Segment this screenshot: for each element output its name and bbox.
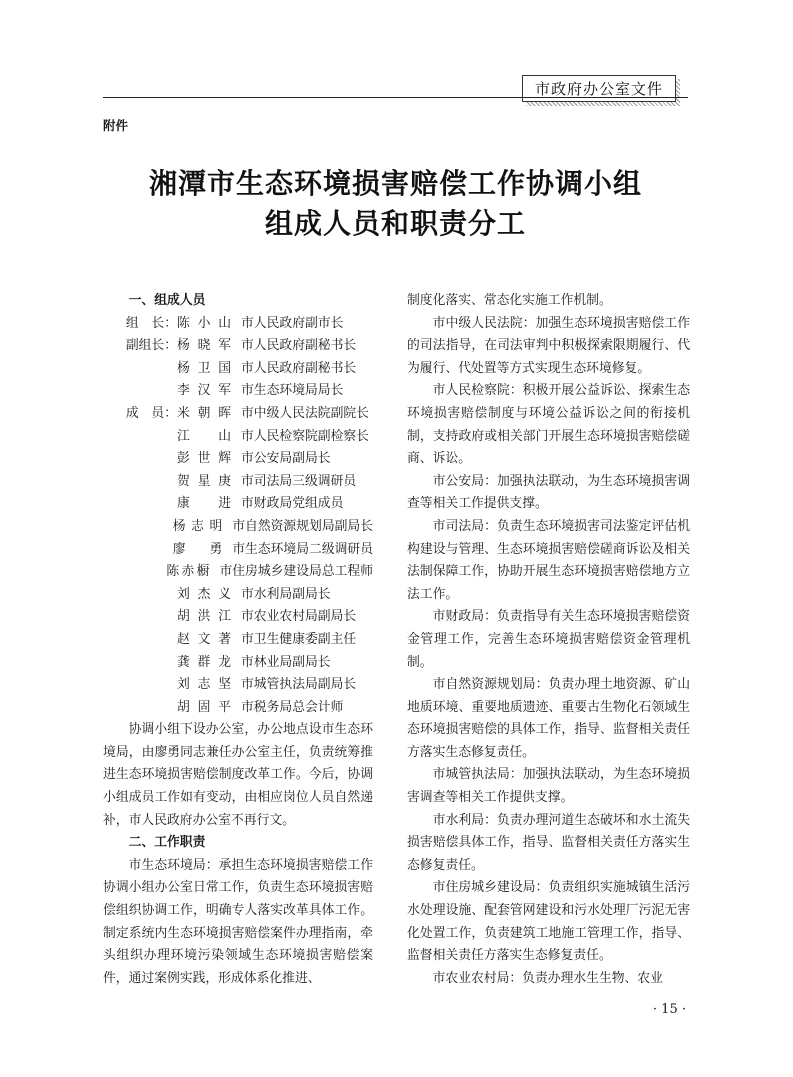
member-row: [103, 674, 373, 697]
member-name: 康 进: [177, 496, 231, 512]
member-name: 杨卫国: [177, 360, 231, 376]
member-position: 市公安局副局长: [241, 451, 331, 467]
member-name: 胡固平: [177, 699, 231, 715]
member-name: 陈赤橱: [166, 564, 210, 580]
member-position: 市人民政府副秘书长: [241, 360, 357, 376]
member-name: 刘杰义: [177, 586, 231, 602]
member-position: 市自然资源规划局副局长: [232, 518, 373, 534]
member-position: 市城管执法局副局长: [241, 677, 357, 693]
member-row: [103, 493, 373, 516]
member-row: [103, 335, 373, 358]
duty-justice: 市司法局：负责生态环境损害司法鉴定评估机构建设与管理、生态环境损害赔偿磋商诉讼及相关法制保障工作，协助开展生态环境损害赔偿地方立法工作。: [407, 518, 690, 602]
member-name: 贺星庚: [177, 473, 231, 489]
title-line-1: 湘潭市生态环境损害赔偿工作协调小组: [148, 167, 642, 200]
member-name: 廖 勇: [172, 541, 223, 557]
member-role: [103, 674, 177, 697]
member-row: [103, 629, 373, 652]
section2-heading: 二、工作职责: [128, 835, 206, 851]
member-role: [103, 516, 173, 539]
duty-court: 市中级人民法院：加强生态环境损害赔偿工作的司法指导，在司法审判中积极探索限期履行、代为履行、代处置等方式实现生态环境修复。: [407, 315, 690, 376]
member-row: [103, 652, 373, 675]
member-name: 赵文著: [177, 631, 231, 647]
duty-agriculture: 市农业农村局：负责办理水生生物、农业: [432, 970, 663, 986]
member-name: 杨志明: [172, 518, 223, 534]
member-list: [103, 313, 373, 720]
member-row: [103, 584, 373, 607]
duty-housing: 市住房城乡建设局：负责组织实施城镇生活污水处理设施、配套管网建设和污水处理厂污泥无害化处置工作，负责建筑工地施工管理工作，指导、监督相关责任方落实生态修复责任。: [407, 880, 690, 964]
duty-urban-mgmt: 市城管执法局：加强执法联动，为生态环境损害调查等相关工作提供支撑。: [407, 767, 690, 806]
member-name: 刘志坚: [177, 677, 231, 693]
member-row: [103, 380, 373, 403]
member-row: [103, 358, 373, 381]
document-type-label: 市政府办公室文件: [534, 80, 663, 98]
member-row: [103, 606, 373, 629]
title-line-2: 组成人员和职责分工: [264, 207, 526, 240]
duty-env-bureau-cont: 制度化落实、常态化实施工作机制。: [407, 293, 612, 308]
member-role: [103, 561, 166, 584]
member-position: 市人民政府副市长: [241, 315, 344, 331]
right-column: [407, 290, 690, 990]
member-row: [103, 426, 373, 449]
page-number: · 15 ·: [652, 1002, 686, 1017]
member-position: 市中级人民法院副院长: [241, 405, 369, 421]
member-name: 米朝晖: [177, 405, 231, 421]
member-position: 市住房城乡建设局总工程师: [219, 564, 373, 580]
member-name: 陈小山: [177, 315, 231, 331]
member-position: 市农业农村局副局长: [241, 609, 357, 625]
office-note: 协调小组下设办公室，办公地点设市生态环境局，由廖勇同志兼任办公室主任，负责统筹推进生态环境损害赔偿制度改革工作。今后，协调小组成员工作如有变动，由相应岗位人员自然递补，市人民政府办公室不再行文。: [103, 722, 373, 828]
member-name: 龚群龙: [177, 654, 231, 670]
member-row: [103, 313, 373, 336]
member-position: 市司法局三级调研员: [241, 473, 357, 489]
member-position: 市生态环境局二级调研员: [232, 541, 373, 557]
member-role: [103, 539, 173, 562]
member-role: [103, 471, 177, 494]
member-name: 胡洪江: [177, 609, 231, 625]
duty-water: 市水利局：负责办理河道生态破坏和水土流失损害赔偿具体工作，指导、监督相关责任方落实生态修复责任。: [407, 812, 690, 873]
member-role: 成 员：: [125, 405, 177, 421]
member-role: 副组长：: [125, 338, 177, 354]
duty-finance: 市财政局：负责指导有关生态环境损害赔偿资金管理工作，完善生态环境损害赔偿资金管理机制。: [407, 609, 690, 670]
member-role: [103, 358, 177, 381]
member-position: 市林业局副局长: [241, 654, 331, 670]
member-role: [103, 448, 177, 471]
member-row: [103, 448, 373, 471]
member-role: 组 长：: [125, 315, 177, 331]
member-position: 市税务局总会计师: [241, 699, 344, 715]
member-role: [103, 652, 177, 675]
section1-heading: 一、组成人员: [128, 293, 206, 308]
member-position: 市卫生健康委副主任: [241, 631, 357, 647]
member-role: [103, 380, 177, 403]
member-role: [103, 697, 177, 720]
member-role: [103, 629, 177, 652]
duty-police: 市公安局：加强执法联动，为生态环境损害调查等相关工作提供支撑。: [407, 473, 690, 512]
member-name: 杨晓军: [177, 338, 231, 354]
member-role: [103, 606, 177, 629]
left-column: [103, 290, 373, 990]
member-position: 市生态环境局局长: [241, 383, 344, 399]
member-position: 市人民政府副秘书长: [241, 338, 357, 354]
member-row: [103, 516, 373, 539]
member-name: 李汉军: [177, 383, 231, 399]
duty-natural-resources: 市自然资源规划局：负责办理土地资源、矿山地质环境、重要地质遗迹、重要古生物化石领域生态环境损害赔偿的具体工作，指导、监督相关责任方落实生态修复责任。: [407, 677, 690, 760]
member-row: [103, 471, 373, 494]
member-position: 市水利局副局长: [241, 586, 331, 602]
attachment-label: 附件: [103, 118, 129, 133]
duty-procuratorate: 市人民检察院：积极开展公益诉讼、探索生态环境损害赔偿制度与环境公益诉讼之间的衔接机制，支持政府或相关部门开展生态环境损害赔偿磋商、诉讼。: [407, 383, 690, 467]
member-role: [103, 584, 177, 607]
member-name: 彭世辉: [177, 451, 231, 467]
member-row: [103, 403, 373, 426]
member-row: [103, 561, 373, 584]
member-role: [103, 426, 177, 449]
member-name: 江 山: [177, 428, 231, 444]
member-position: 市财政局党组成员: [241, 496, 344, 512]
member-role: [103, 493, 177, 516]
member-position: 市人民检察院副检察长: [241, 428, 369, 444]
header-rule: [103, 97, 688, 98]
member-row: [103, 697, 373, 720]
member-row: [103, 539, 373, 562]
duty-env-bureau: 市生态环境局：承担生态环境损害赔偿工作协调小组办公室日常工作，负责生态环境损害赔偿组织协调工作，明确专人落实改革具体工作。制定系统内生态环境损害赔偿案件办理指南，牵头组织办理环境污染领域生态环境损害赔偿案件，通过案例实践，形成体系化推进、: [103, 857, 373, 986]
